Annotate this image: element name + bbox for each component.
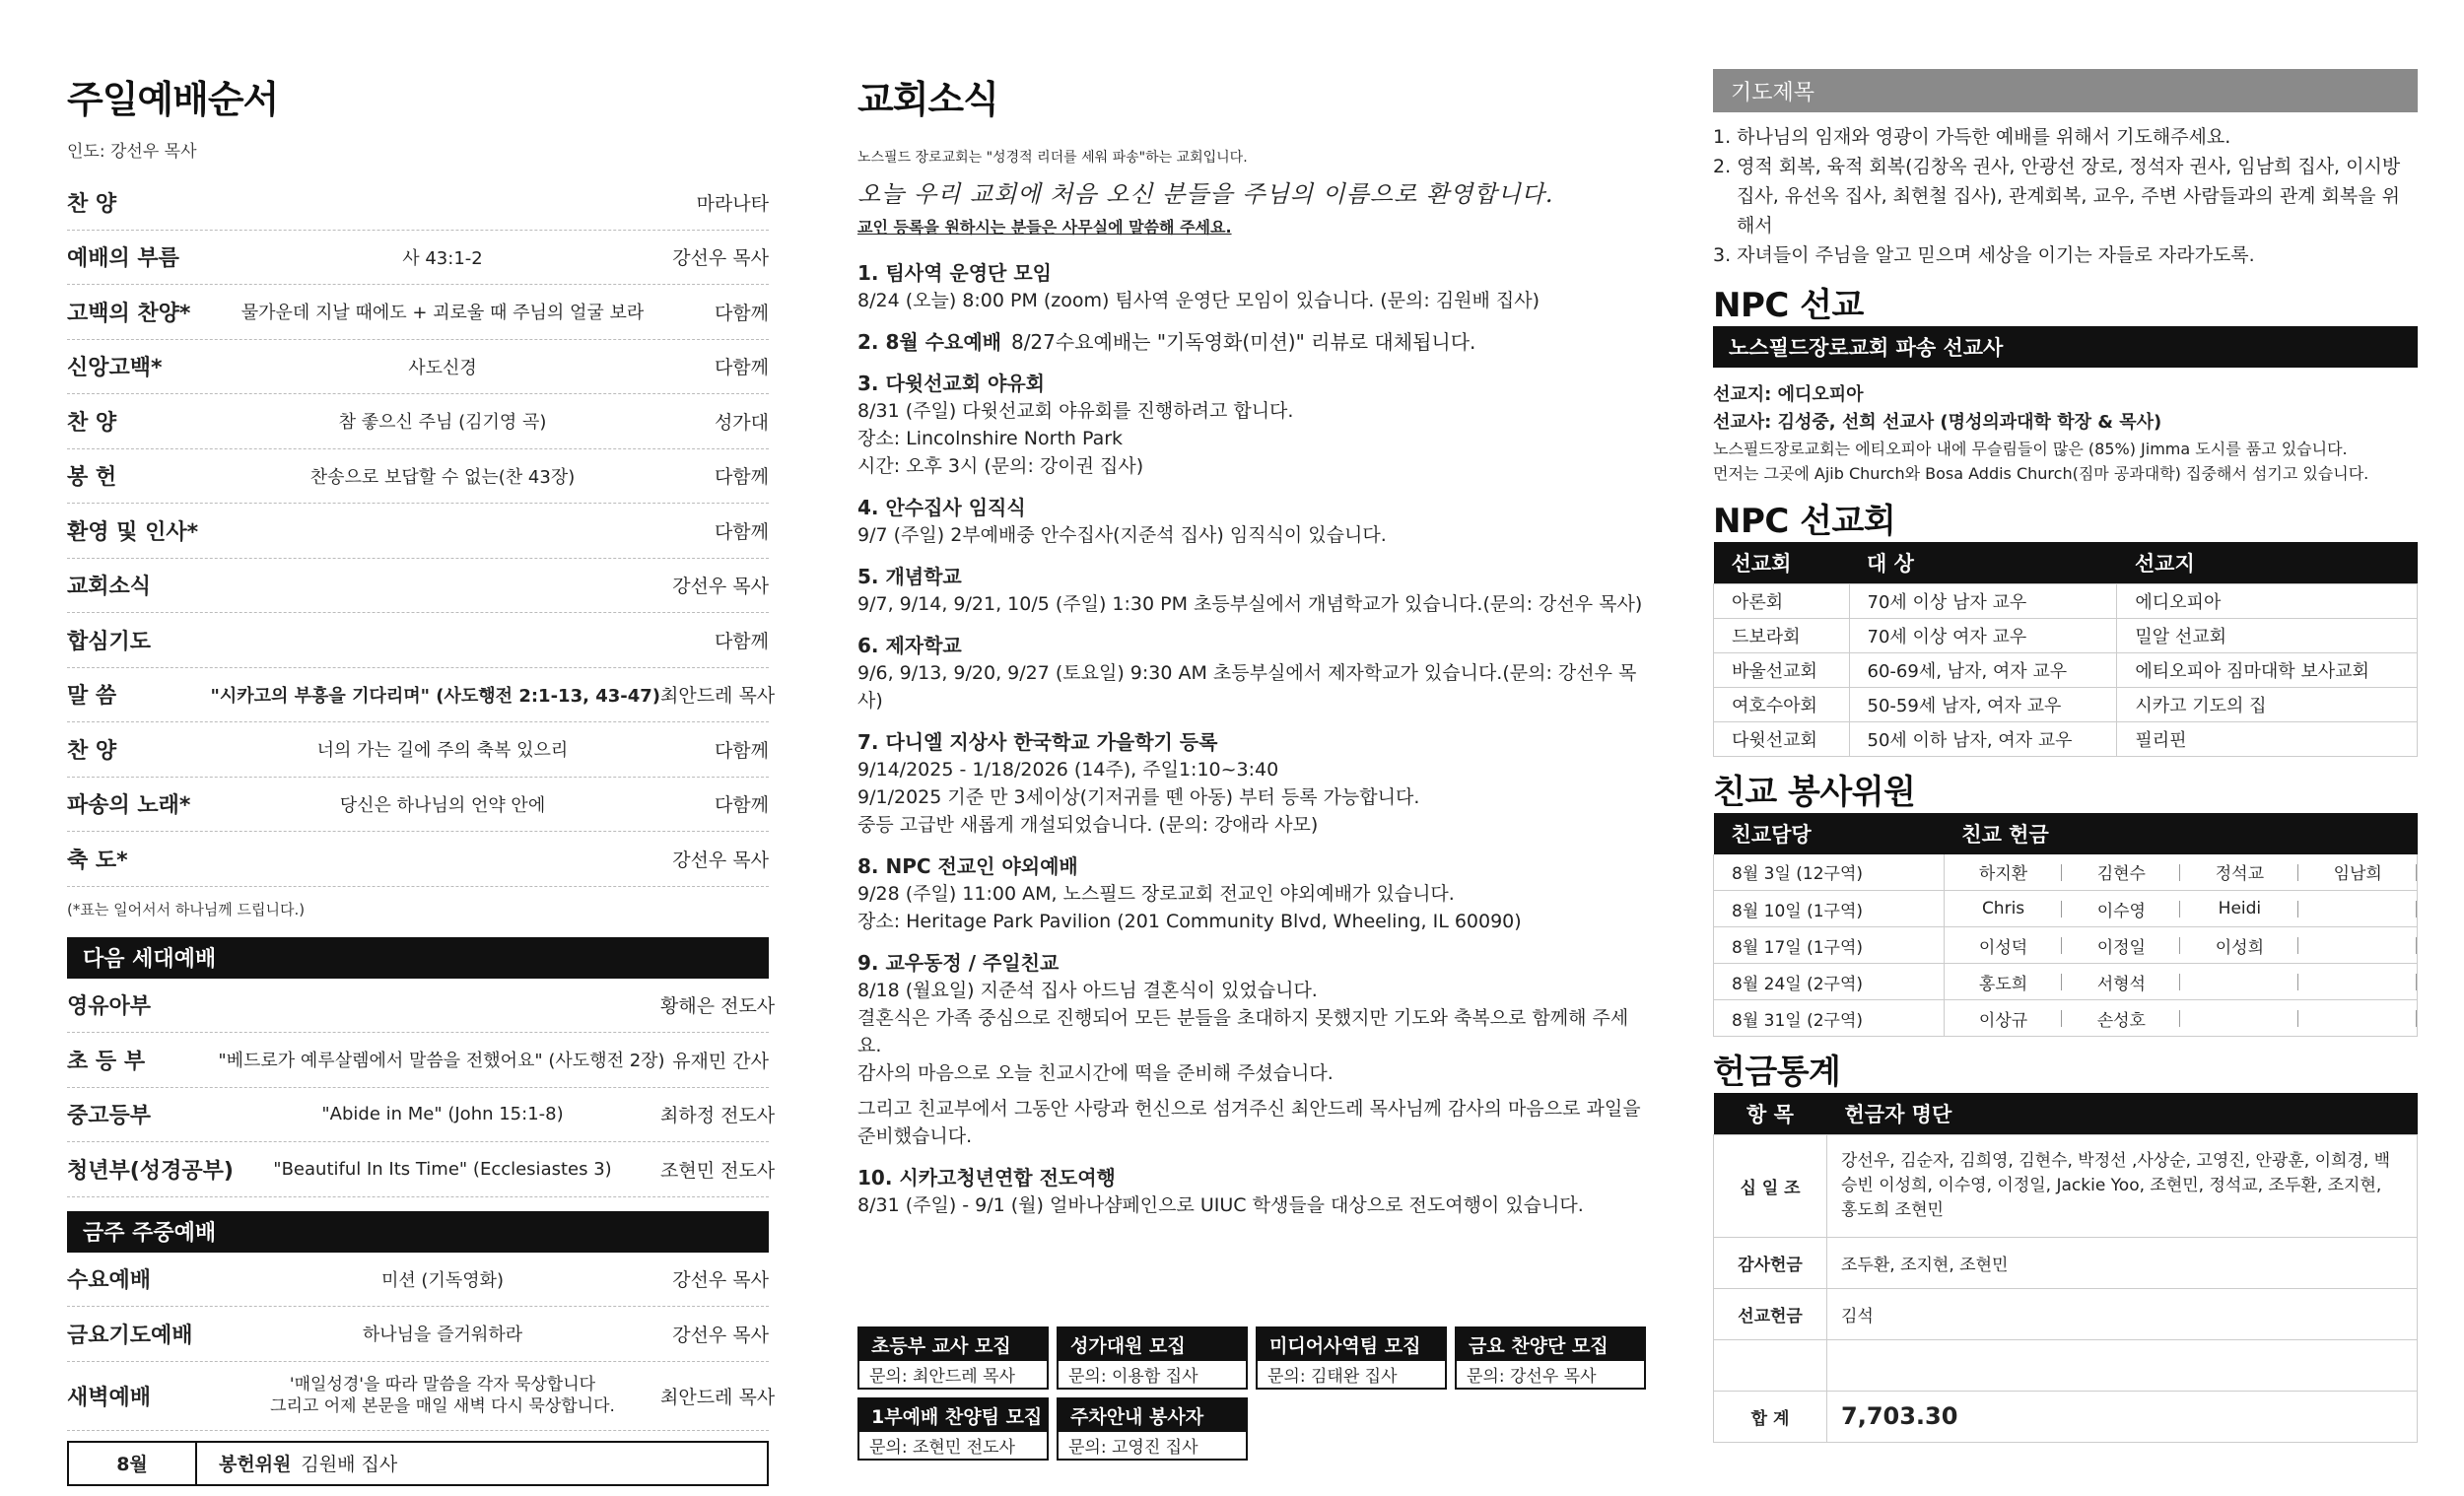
recruit-title: 성가대원 모집 [1059, 1328, 1246, 1361]
mission-offering-row [1714, 1288, 2418, 1339]
recruit-contact: 문의: 강선우 목사 [1467, 1367, 1597, 1387]
recruit-title: 주차안내 봉사자 [1059, 1399, 1246, 1432]
news-title: 6. 제자학교 [857, 634, 962, 657]
groups-row [1714, 687, 2418, 721]
service-row [67, 1033, 769, 1088]
offering-header-row [1714, 1093, 2418, 1134]
recruit-box [857, 1326, 1049, 1390]
fellowship-name: 이성희 [2180, 927, 2298, 964]
fellowship-name: 이수영 [2062, 891, 2180, 927]
service-leader: 강선우 목사 [672, 1324, 769, 1346]
dawn-line2: 그리고 어제 본문을 매일 새벽 다시 묵상합니다. [270, 1396, 615, 1416]
fellowship-row [1714, 1000, 2418, 1037]
offering-title: 헌금통계 [1713, 1053, 1841, 1092]
news-line [857, 1087, 1646, 1095]
groups-row [1714, 721, 2418, 756]
news-item [857, 259, 1646, 314]
weekly-header: 금주 주중예배 [67, 1211, 769, 1253]
service-detail: "베드로가 예루살렘에서 말씀을 전했어요" (사도행전 2장) [218, 1051, 665, 1072]
news-item [857, 728, 1646, 839]
tithe-names: 강선우, 김순자, 김희영, 김현수, 박정선 ,사상순, 고영진, 안광훈, 이희경, 백승빈 이성희, 이수영, 이정일, Jackie Yoo, 조현민, 정석교, 조두환, 조지현, 홍도희 조현민 [1827, 1134, 2418, 1237]
news-title: 8. NPC 전교인 야외예배 [857, 854, 1078, 878]
recruit-contact: 문의: 최안드레 목사 [869, 1367, 1015, 1387]
groups-cell: 70세 이상 남자 교우 [1849, 583, 2117, 618]
news-item [857, 328, 1646, 356]
dawn-leader: 최안드레 목사 [660, 1386, 776, 1408]
recruit-contact: 문의: 김태완 집사 [1267, 1367, 1398, 1387]
news-item [857, 494, 1646, 549]
service-name: 찬 양 [67, 410, 117, 436]
news-line: 8/18 (월요일) 지준석 집사 아드님 결혼식이 있었습니다. [857, 980, 1318, 1001]
mission-desc2: 먼저는 그곳에 Ajib Church와 Bosa Addis Church(짐마 공과대학) 집중해서 섬기고 있습니다. [1713, 464, 2369, 483]
groups-cell: 밀알 선교회 [2117, 618, 2418, 652]
news-title: 교회소식 [857, 78, 998, 121]
news-line: 감사의 마음으로 오늘 친교시간에 떡을 준비해 주셨습니다. [857, 1062, 1334, 1084]
news-line: 시간: 오후 3시 (문의: 강이권 집사) [857, 455, 1144, 477]
service-row [67, 559, 769, 614]
news-line: 9/28 (주일) 11:00 AM, 노스필드 장로교회 전교인 야외예배가 있습니다. [857, 883, 1455, 905]
service-leader: 다함께 [714, 357, 769, 379]
news-line: 9/14/2025 - 1/18/2026 (14주), 주일1:10~3:40 [857, 759, 1279, 781]
service-name: 합심기도 [67, 629, 152, 654]
mission-info [1713, 381, 2418, 486]
news-title: 9. 교우동정 / 주일친교 [857, 951, 1060, 975]
groups-row [1714, 618, 2418, 652]
service-row [67, 722, 769, 778]
committee-name: 김원배 집사 [301, 1454, 398, 1475]
tithe-label: 십 일 조 [1714, 1134, 1827, 1237]
news-title: 1. 팀사역 운영단 모임 [857, 261, 1052, 285]
recruit-box [1455, 1326, 1646, 1390]
groups-cell: 바울선교회 [1714, 652, 1850, 687]
news-line: 8/24 (오늘) 8:00 PM (zoom) 팀사역 운영단 모임이 있습니다. (문의: 김원배 집사) [857, 290, 1540, 311]
worship-leader: 인도: 강선우 목사 [67, 142, 197, 162]
news-line: 장소: Heritage Park Pavilion (201 Community Blvd, Wheeling, IL 60090) [857, 911, 1522, 932]
service-name: 말 씀 [67, 684, 117, 710]
thanks-row [1714, 1237, 2418, 1288]
groups-cell: 아론회 [1714, 583, 1850, 618]
news-list [857, 259, 1646, 1219]
dawn-service-row [67, 1362, 776, 1431]
next-gen-list [67, 979, 776, 1197]
service-row [67, 832, 769, 887]
service-name: 봉 헌 [67, 465, 117, 491]
dawn-desc [225, 1374, 660, 1417]
mission-place: 선교지: 에디오피아 [1713, 384, 1864, 405]
fellowship-name: Chris [1944, 891, 2062, 927]
groups-cell: 필리핀 [2117, 721, 2418, 756]
news-line: 준비했습니다. [857, 1125, 973, 1147]
service-detail: 찬송으로 보답할 수 없는(찬 43장) [309, 466, 576, 488]
fellowship-row [1714, 927, 2418, 964]
fellowship-name: 이성덕 [1944, 927, 2062, 964]
service-row [67, 231, 769, 286]
next-gen-header: 다음 세대예배 [67, 937, 769, 979]
news-line: 장소: Lincolnshire North Park [857, 428, 1124, 449]
thanks-names: 조두환, 조지현, 조현민 [1827, 1237, 2418, 1288]
groups-cell: 드보라회 [1714, 618, 1850, 652]
service-leader: 황해은 전도사 [660, 995, 776, 1018]
service-row [67, 1253, 769, 1308]
recruit-title: 1부예배 찬양팀 모집 [859, 1399, 1047, 1432]
right-column [1713, 69, 2418, 1443]
total-value: 7,703.30 [1827, 1391, 2418, 1442]
prayer-item: 1. 하나님의 임재와 영광이 가득한 예배를 위해서 기도해주세요. [1713, 126, 2231, 148]
groups-cell: 여호수아회 [1714, 687, 1850, 721]
service-detail: "Abide in Me" (John 15:1-8) [321, 1104, 564, 1125]
service-name: 찬 양 [67, 191, 117, 217]
recruit-contact: 문의: 이용함 집사 [1068, 1367, 1198, 1387]
recruit-title: 미디어사역팀 모집 [1258, 1328, 1445, 1361]
service-leader: 강선우 목사 [672, 849, 769, 871]
service-name: 파송의 노래* [67, 793, 191, 819]
news-intro: 노스필드 장로교회는 "성경적 리더를 세워 파송"하는 교회입니다. [857, 150, 1248, 166]
news-line: 8/31 (주일) - 9/1 (월) 얼바나샴페인으로 UIUC 학생들을 대상으로 전도여행이 있습니다. [857, 1194, 1584, 1216]
service-detail: 미션 (기독영화) [380, 1269, 505, 1291]
groups-col-header: 선교지 [2117, 542, 2418, 583]
service-name: 초 등 부 [67, 1049, 146, 1074]
tithe-row [1714, 1134, 2418, 1237]
service-leader: 다함께 [714, 794, 769, 817]
news-line: 8/31 (주일) 다윗선교회 야유회를 진행하려고 합니다. [857, 400, 1294, 422]
service-name: 찬 양 [67, 738, 117, 764]
prayer-list [1713, 122, 2418, 270]
groups-cell: 70세 이상 여자 교우 [1849, 618, 2117, 652]
welcome-message: 오늘 우리 교회에 처음 오신 분들을 주님의 이름으로 환영합니다. [857, 180, 1554, 208]
fellowship-date: 8월 24일 (2구역) [1714, 964, 1945, 1000]
fellowship-name: 김현수 [2062, 854, 2180, 891]
service-name: 수요예배 [67, 1268, 152, 1294]
mission-desc1: 노스필드장로교회는 에티오피아 내에 무슬림들이 많은 (85%) Jimma 도시를 품고 있습니다. [1713, 440, 2348, 458]
fellowship-name: 이정일 [2062, 927, 2180, 964]
news-line: 9/7, 9/14, 9/21, 10/5 (주일) 1:30 PM 초등부실에서 개념학교가 있습니다.(문의: 강선우 목사) [857, 593, 1643, 615]
service-leader: 다함께 [714, 520, 769, 543]
news-item [857, 632, 1646, 714]
worship-column [67, 69, 776, 1486]
fellowship-name [2180, 1000, 2298, 1037]
recruit-title: 금요 찬양단 모집 [1457, 1328, 1644, 1361]
recruit-box [1256, 1326, 1447, 1390]
news-item [857, 563, 1646, 618]
fellowship-row [1714, 891, 2418, 927]
service-row [67, 449, 769, 505]
fellowship-name [2180, 964, 2298, 1000]
service-name: 중고등부 [67, 1104, 152, 1129]
npc-mission-title: NPC 선교 [1713, 286, 1864, 325]
service-row [67, 1088, 776, 1143]
service-leader: 다함께 [714, 466, 769, 489]
service-row [67, 394, 769, 449]
prayer-item: 2. 영적 회복, 육적 회복(김창옥 권사, 안광선 장로, 정석자 권사, 임남희 집사, 이시방 집사, 유선옥 집사, 최현철 집사), 관계회복, 교우, 주변 사람들과의 관계 회복을 위해서 [1713, 156, 2401, 237]
news-inline: 8/27수요예배는 "기독영화(미션)" 리뷰로 대체됩니다. [1010, 330, 1476, 354]
recruit-boxes [857, 1326, 1676, 1461]
fellowship-name: 서형석 [2062, 964, 2180, 1000]
service-detail: "시카고의 부흥을 기다리며" (사도행전 2:1-13, 43-47) [210, 685, 660, 707]
service-row [67, 979, 776, 1034]
offering-committee-box [67, 1441, 769, 1486]
fellowship-name [2298, 927, 2417, 964]
fellowship-name [2298, 891, 2417, 927]
news-item [857, 1164, 1646, 1219]
register-note: 교인 등록을 원하시는 분들은 사무실에 말씀해 주세요. [857, 218, 1232, 237]
total-row [1714, 1391, 2418, 1442]
service-name: 청년부(성경공부) [67, 1158, 234, 1184]
service-leader: 강선우 목사 [672, 247, 769, 270]
service-leader: 강선우 목사 [672, 576, 769, 598]
fellowship-name: 손성호 [2062, 1000, 2180, 1037]
news-title: 10. 시카고청년연합 전도여행 [857, 1166, 1116, 1190]
service-row [67, 778, 769, 833]
committee-month: 8월 [69, 1443, 197, 1484]
service-leader: 조현민 전도사 [660, 1159, 776, 1182]
service-row [67, 285, 769, 340]
fellowship-name: 하지환 [1944, 854, 2062, 891]
fellowship-name [2298, 1000, 2417, 1037]
npc-groups-table [1713, 542, 2418, 757]
service-row [67, 1307, 769, 1362]
service-leader: 최하정 전도사 [660, 1105, 776, 1127]
news-line: 9/7 (주일) 2부예배중 안수집사(지준석 집사) 임직식이 있습니다. [857, 524, 1387, 546]
service-name: 신앙고백* [67, 356, 163, 381]
recruit-box [857, 1397, 1049, 1461]
news-title: 2. 8월 수요예배 [857, 330, 1001, 354]
service-leader: 마라나타 [696, 192, 769, 215]
service-row [67, 1142, 776, 1197]
total-label: 합 계 [1714, 1391, 1827, 1442]
mission-missionary: 선교사: 김성중, 선희 선교사 (명성의과대학 학장 & 목사) [1713, 412, 2162, 433]
groups-cell: 다윗선교회 [1714, 721, 1850, 756]
news-column [857, 69, 1646, 1233]
service-leader: 성가대 [714, 411, 769, 434]
offering-col-names: 헌금자 명단 [1827, 1093, 2418, 1134]
fellowship-title: 친교 봉사위원 [1713, 772, 1916, 812]
service-leader: 강선우 목사 [672, 1269, 769, 1292]
groups-row [1714, 652, 2418, 687]
dawn-line1: '매일성경'을 따라 말씀을 각자 묵상합니다 [289, 1374, 596, 1394]
service-detail: 당신은 하나님의 언약 안에 [339, 794, 546, 816]
groups-cell: 50-59세 남자, 여자 교우 [1849, 687, 2117, 721]
offering-table [1713, 1093, 2418, 1443]
service-row [67, 340, 769, 395]
fellowship-name: Heidi [2180, 891, 2298, 927]
fellowship-table [1713, 813, 2418, 1038]
groups-cell: 에디오피아 [2117, 583, 2418, 618]
service-detail: 하나님을 즐거워하라 [362, 1325, 523, 1346]
service-row [67, 668, 776, 723]
fellowship-name: 홍도희 [1944, 964, 2062, 1000]
service-name: 교회소식 [67, 575, 152, 600]
service-name: 고백의 찬양* [67, 301, 191, 326]
standing-note: (*표는 일어서서 하나님께 드립니다.) [67, 900, 306, 918]
service-detail: 너의 가는 길에 주의 축복 있으리 [316, 740, 569, 762]
service-row [67, 504, 769, 559]
service-name: 축 도* [67, 848, 128, 873]
service-leader: 다함께 [714, 630, 769, 652]
service-name: 금요기도예배 [67, 1323, 193, 1348]
fellowship-name: 이상규 [1944, 1000, 2062, 1037]
offering-col-item: 항 목 [1714, 1093, 1827, 1134]
prayer-item: 3. 자녀들이 주님을 알고 믿으며 세상을 이기는 자들로 자라가도록. [1713, 244, 2255, 266]
dawn-name: 새벽예배 [67, 1385, 152, 1410]
news-line: 9/6, 9/13, 9/20, 9/27 (토요일) 9:30 AM 초등부실에서 제자학교가 있습니다.(문의: 강선우 목사) [857, 662, 1637, 712]
groups-header-row [1714, 542, 2418, 583]
groups-cell: 에티오피아 짐마대학 보사교회 [2117, 652, 2418, 687]
groups-cell: 60-69세, 남자, 여자 교우 [1849, 652, 2117, 687]
prayer-header: 기도제목 [1713, 69, 2418, 112]
service-leader: 다함께 [714, 739, 769, 762]
fellowship-header-row [1714, 813, 2418, 854]
recruit-contact: 문의: 고영진 집사 [1068, 1438, 1198, 1458]
recruit-title: 초등부 교사 모집 [859, 1328, 1047, 1361]
mission-offering-label: 선교헌금 [1714, 1288, 1827, 1339]
news-title: 4. 안수집사 임직식 [857, 496, 1026, 519]
service-name: 환영 및 인사* [67, 519, 199, 545]
service-detail: "Beautiful In Its Time" (Ecclesiastes 3) [273, 1158, 612, 1180]
service-row [67, 613, 769, 668]
weekly-list [67, 1253, 769, 1362]
news-item [857, 949, 1646, 1150]
service-detail: 참 좋으신 주님 (김기영 곡) [338, 412, 547, 434]
service-name: 예배의 부름 [67, 246, 179, 272]
groups-col-header: 대 상 [1849, 542, 2117, 583]
fellowship-row [1714, 964, 2418, 1000]
fellowship-name [2298, 964, 2417, 1000]
news-line: 9/1/2025 기준 만 3세이상(기저귀를 뗀 아동) 부터 등록 가능합니다. [857, 786, 1420, 808]
service-detail: 사 43:1-2 [402, 247, 483, 269]
news-title: 7. 다니엘 지상사 한국학교 가을학기 등록 [857, 730, 1218, 754]
service-row [67, 175, 769, 231]
npc-groups-title: NPC 선교회 [1713, 502, 1896, 541]
thanks-label: 감사헌금 [1714, 1237, 1827, 1288]
groups-cell: 시카고 기도의 집 [2117, 687, 2418, 721]
fellowship-col-date: 친교담당 [1714, 813, 1945, 854]
recruit-box [1057, 1326, 1248, 1390]
mission-offering-names: 김석 [1827, 1288, 2418, 1339]
news-line: 결혼식은 가족 중심으로 진행되어 모든 분들을 초대하지 못했지만 기도와 축복으로 함께해 주세요. [857, 1007, 1629, 1056]
fellowship-date: 8월 31일 (2구역) [1714, 1000, 1945, 1037]
service-detail: 사도신경 [408, 357, 477, 378]
news-title: 3. 다윗선교회 야유회 [857, 372, 1045, 395]
news-title-row [857, 328, 1646, 356]
fellowship-name: 임남희 [2298, 854, 2417, 891]
npc-mission-bar: 노스필드장로교회 파송 선교사 [1713, 326, 2418, 368]
worship-title: 주일예배순서 [67, 78, 279, 121]
news-line: 중등 고급반 새롭게 개설되었습니다. (문의: 강애라 사모) [857, 814, 1319, 836]
fellowship-date: 8월 10일 (1구역) [1714, 891, 1945, 927]
groups-cell: 50세 이하 남자, 여자 교우 [1849, 721, 2117, 756]
service-leader: 최안드레 목사 [660, 685, 776, 708]
service-name: 영유아부 [67, 994, 152, 1020]
service-leader: 다함께 [714, 302, 769, 324]
news-title: 5. 개념학교 [857, 565, 962, 588]
service-leader: 유재민 간사 [672, 1050, 769, 1072]
groups-col-header: 선교회 [1714, 542, 1850, 583]
news-item [857, 852, 1646, 935]
recruit-box [1057, 1397, 1248, 1461]
groups-row [1714, 583, 2418, 618]
fellowship-row [1714, 854, 2418, 891]
fellowship-date: 8월 3일 (12구역) [1714, 854, 1945, 891]
recruit-contact: 문의: 조현민 전도사 [869, 1438, 1015, 1458]
worship-order-list [67, 175, 776, 887]
committee-label: 봉헌위원 [219, 1454, 292, 1475]
news-item [857, 370, 1646, 480]
fellowship-name: 정석교 [2180, 854, 2298, 891]
news-line: 그리고 친교부에서 그동안 사랑과 헌신으로 섬겨주신 최안드레 목사님께 감사의 마음으로 과일을 [857, 1098, 1641, 1120]
committee-info [197, 1443, 397, 1484]
fellowship-date: 8월 17일 (1구역) [1714, 927, 1945, 964]
fellowship-col-names: 친교 헌금 [1944, 813, 2417, 854]
service-detail: 물가운데 지날 때에도 + 괴로울 때 주님의 얼굴 보라 [240, 303, 645, 324]
blank-row [1714, 1339, 2418, 1391]
